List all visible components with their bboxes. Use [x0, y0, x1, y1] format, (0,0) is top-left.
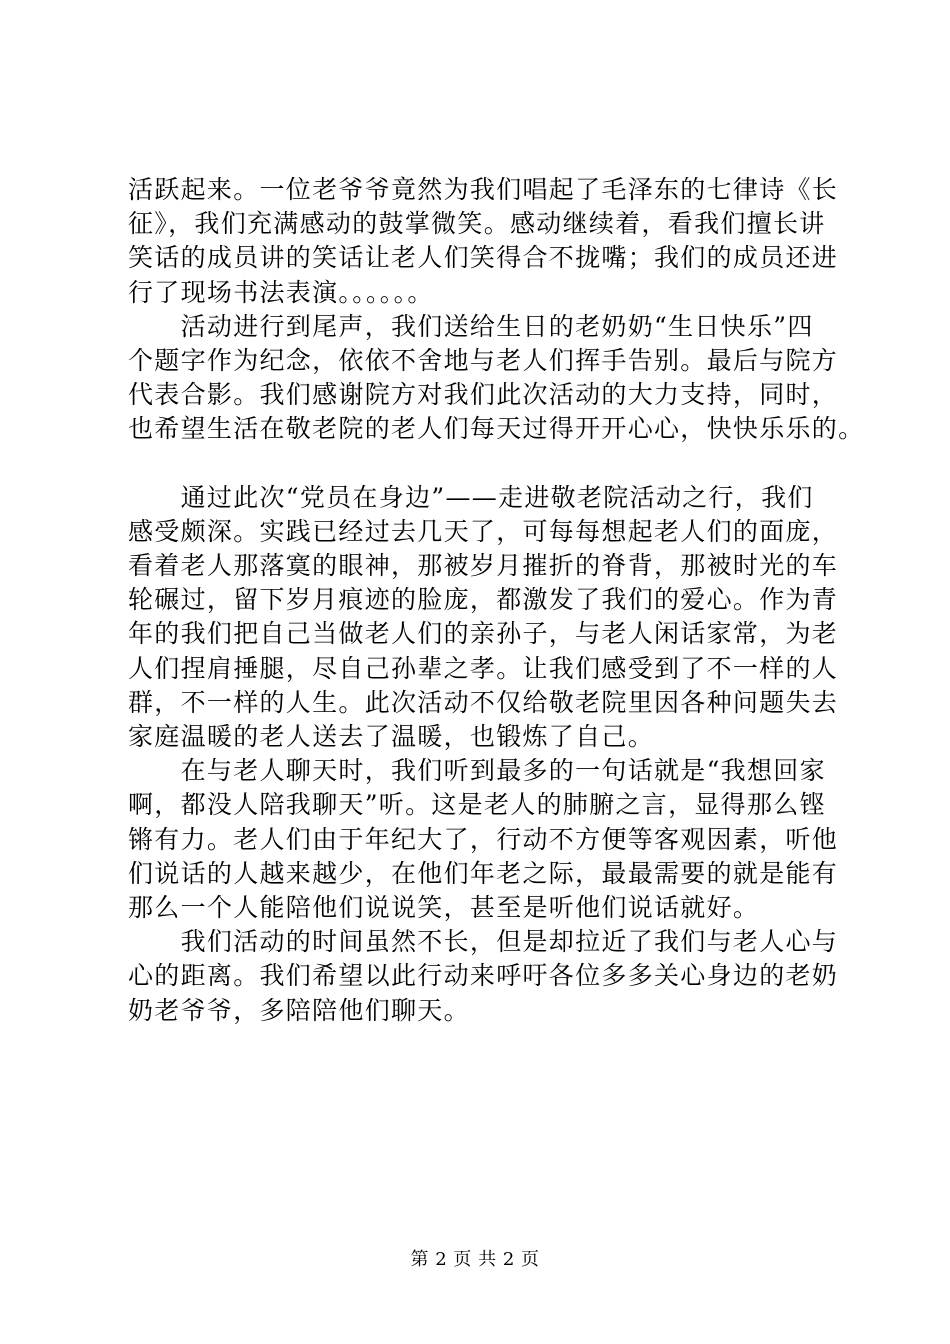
text-line: 人们捏肩捶腿，尽自己孙辈之孝。让我们感受到了不一样的人: [128, 653, 839, 683]
paragraph-reflection: [128, 481, 858, 755]
text-line: 轮碾过，留下岁月痕迹的脸庞，都激发了我们的爱心。作为青: [128, 585, 839, 615]
text-line: 家庭温暖的老人送去了温暖，也锻炼了自己。: [128, 722, 655, 752]
text-line: 那么一个人能陪他们说说笑，甚至是听他们说话就好。: [128, 893, 760, 923]
paragraph-activity-lively: [128, 173, 858, 310]
paragraph-chatting: [128, 754, 858, 925]
text-line: 们说话的人越来越少，在他们年老之际，最最需要的就是能有: [128, 858, 839, 888]
document-body: [128, 173, 865, 1028]
text-line: 感受颇深。实践已经过去几天了，可每每想起老人们的面庞，: [128, 516, 839, 546]
text-line: 活跃起来。一位老爷爷竟然为我们唱起了毛泽东的七律诗《长: [128, 175, 839, 204]
text-line: 啊，都没人陪我聊天”听。这是老人的肺腑之言，显得那么铿: [128, 790, 826, 820]
text-line: 心的距离。我们希望以此行动来呼吁各位多多关心身边的老奶: [128, 961, 839, 991]
text-line: 行了现场书法表演。。。。。。: [128, 277, 434, 307]
text-line: 活动进行到尾声，我们送给生日的老奶奶“生日快乐”四: [128, 311, 814, 341]
text-line: 奶老爷爷，多陪陪他们聊天。: [128, 995, 470, 1025]
text-line: 锵有力。老人们由于年纪大了，行动不方便等客观因素，听他: [128, 824, 839, 854]
text-line: 笑话的成员讲的笑话让老人们笑得合不拢嘴；我们的成员还进: [128, 243, 839, 273]
text-line: 群，不一样的人生。此次活动不仅给敬老院里因各种问题失去: [128, 687, 839, 717]
paragraph-conclusion: [128, 925, 858, 1028]
text-line: 代表合影。我们感谢院方对我们此次活动的大力支持，同时，: [128, 380, 839, 410]
text-line: 个题字作为纪念，依依不舍地与老人们挥手告别。最后与院方: [128, 346, 839, 376]
text-line: 也希望生活在敬老院的老人们每天过得开开心心，快快乐乐的。: [128, 414, 865, 444]
text-line: 我们活动的时间虽然不长，但是却拉近了我们与老人心与: [128, 927, 839, 957]
text-line: 征》，我们充满感动的鼓掌微笑。感动继续着，看我们擅长讲: [128, 209, 826, 239]
text-line: 年的我们把自己当做老人们的亲孙子，与老人闲话家常，为老: [128, 619, 839, 649]
page-number-footer: 第 2 页 共 2 页: [410, 1249, 540, 1270]
paragraph-activity-ending: [128, 310, 865, 447]
text-line: 看着老人那落寞的眼神，那被岁月摧折的脊背，那被时光的车: [128, 551, 839, 581]
text-line: 通过此次“党员在身边”——走进敬老院活动之行，我们: [128, 482, 814, 512]
text-line: 在与老人聊天时，我们听到最多的一句话就是“我想回家: [128, 756, 826, 786]
